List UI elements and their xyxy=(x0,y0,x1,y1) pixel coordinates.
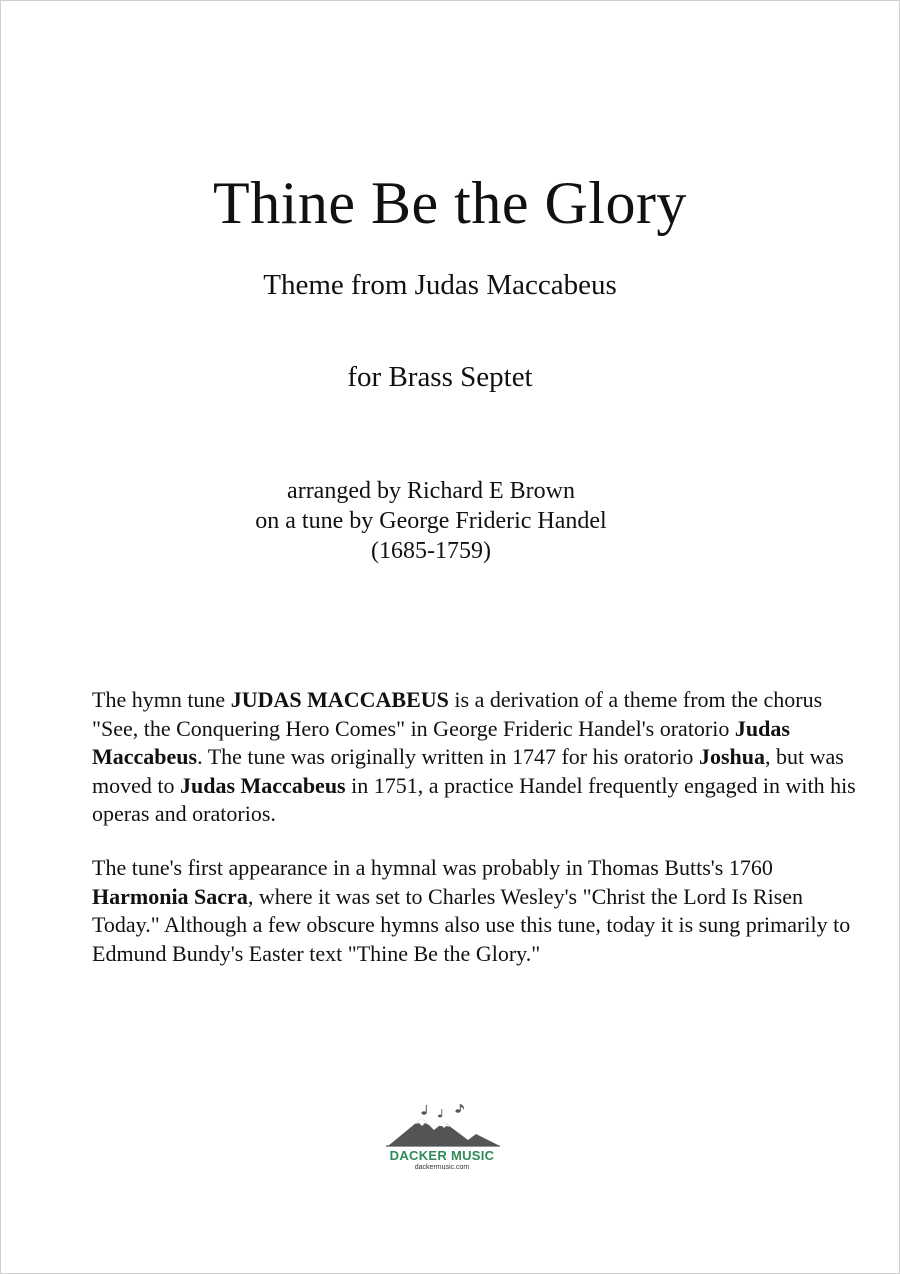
paragraph-text: in 1751, a practice Handel frequently engaged in with his operas and oratorios. xyxy=(92,772,856,826)
instrumentation: for Brass Septet xyxy=(347,361,533,393)
composer-dates: (1685-1759) xyxy=(371,538,491,564)
emphasized-text: JUDAS MACCABEUS xyxy=(230,687,449,712)
emphasized-text: Judas Maccabeus xyxy=(180,772,346,798)
emphasized-text: Harmonia Sacra xyxy=(92,883,248,909)
emphasized-text: Judas Maccabeus xyxy=(92,715,790,769)
paragraph-text: is a derivation of a theme from the chorus "See, the Conquering Hero Comes" in George Frideric Handel's oratorio xyxy=(92,687,823,741)
publisher-logo xyxy=(378,1104,506,1178)
emphasized-text: Joshua xyxy=(698,744,765,769)
mountain-music-notes-icon xyxy=(382,1104,502,1148)
paragraph-text: , where it was set to Charles Wesley's "Christ the Lord Is Risen Today." Although a few obscure hymns also use this tune, today it is sung primarily to Edmund Bundy's Easter text "Thine Be the Glory." xyxy=(92,883,851,966)
logo-website: dackermusic.com xyxy=(414,1164,470,1171)
page-title: Thine Be the Glory xyxy=(213,170,687,236)
composer-credit: on a tune by George Frideric Handel xyxy=(255,508,607,534)
paragraph-text: The tune's first appearance in a hymnal was probably in Thomas Butts's 1760 xyxy=(92,855,773,880)
logo-brand-name: DACKER MUSIC xyxy=(389,1148,495,1163)
paragraph-text: . The tune was originally written in 1747 for his oratorio xyxy=(197,744,699,769)
description-paragraph-2 xyxy=(92,854,862,968)
credits xyxy=(0,476,862,566)
paragraph-text: The hymn tune xyxy=(92,687,231,712)
description-paragraph-1 xyxy=(92,686,862,829)
page-subtitle: Theme from Judas Maccabeus xyxy=(263,269,617,301)
paragraph-text: , but was moved to xyxy=(92,744,844,798)
arranger-credit: arranged by Richard E Brown xyxy=(287,478,575,504)
